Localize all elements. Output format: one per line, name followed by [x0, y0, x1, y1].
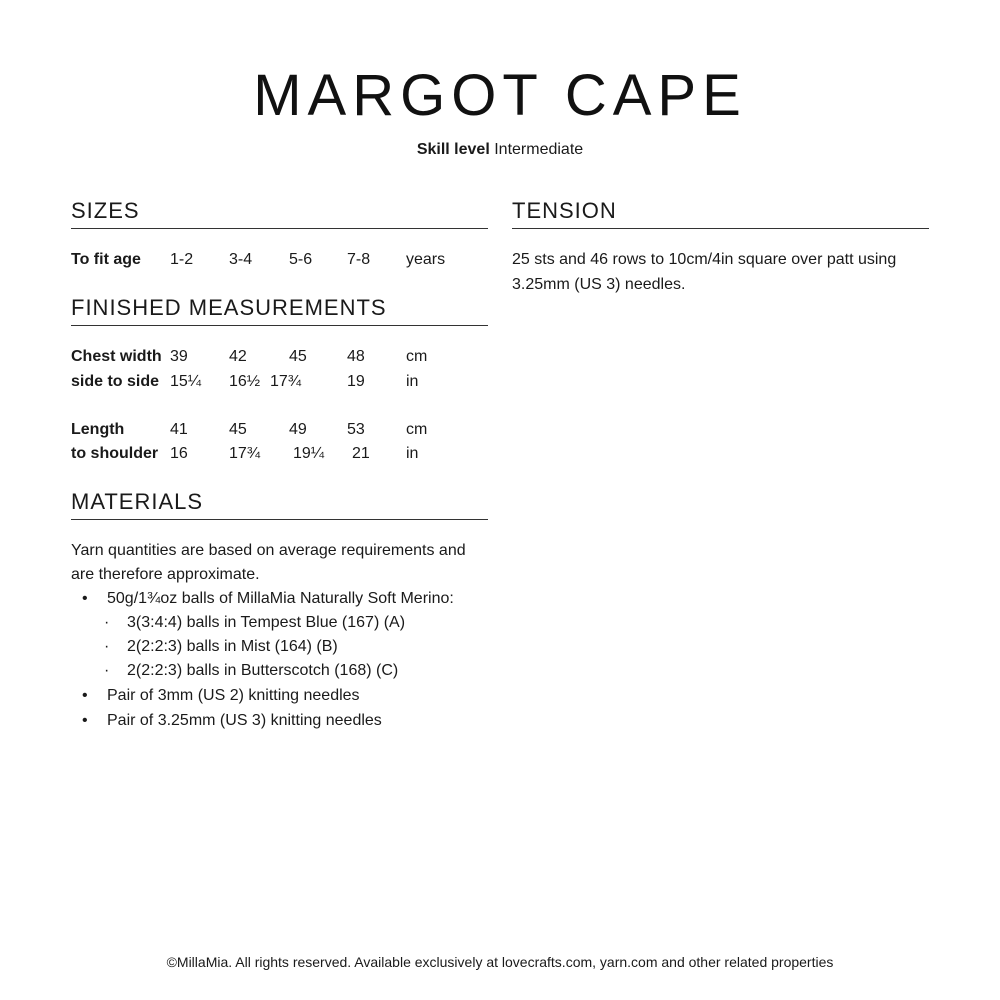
sizes-label: To fit age	[71, 251, 141, 268]
page-title: MARGOT CAPE	[253, 63, 747, 128]
chest-in-3: 17¾	[270, 373, 302, 390]
skill-level-value: Intermediate	[494, 141, 584, 158]
chest-in-1: 15¼	[170, 373, 202, 390]
sizes-heading: SIZES	[71, 198, 488, 229]
footer-copyright: ©MillaMia. All rights reserved. Available exclusively at lovecrafts.com, yarn.com and other related properties	[166, 954, 834, 970]
colour-item-a: 3(3:4:4) balls in Tempest Blue (167) (A)	[127, 614, 406, 631]
chest-cm-unit: cm	[406, 348, 428, 365]
chest-in-4: 19	[347, 373, 365, 390]
tension-heading: TENSION	[512, 198, 929, 229]
length-label: Length	[71, 421, 125, 438]
chest-in-2: 16½	[229, 373, 261, 390]
bullet-icon: •	[82, 687, 88, 704]
colour-item-b: 2(2:2:3) balls in Mist (164) (B)	[127, 638, 338, 655]
length-cm-3: 49	[289, 421, 307, 438]
chest-cm-1: 39	[170, 348, 188, 365]
chest-cm-2: 42	[229, 348, 247, 365]
length-cm-unit: cm	[406, 421, 428, 438]
size-4: 7-8	[347, 251, 371, 268]
length-cm-4: 53	[347, 421, 365, 438]
finished-heading: FINISHED MEASUREMENTS	[71, 295, 488, 326]
chest-cm-4: 48	[347, 348, 365, 365]
needle-item-2: Pair of 3.25mm (US 3) knitting needles	[107, 712, 382, 729]
needle-item-1: Pair of 3mm (US 2) knitting needles	[107, 687, 360, 704]
materials-intro-1: Yarn quantities are based on average requirements and	[71, 542, 466, 559]
sub-bullet-icon: ·	[104, 638, 110, 655]
skill-level	[0, 141, 1000, 159]
sub-bullet-icon: ·	[104, 662, 110, 679]
chest-label: Chest width	[71, 348, 162, 365]
length-cm-2: 45	[229, 421, 247, 438]
materials-intro-2: are therefore approximate.	[71, 566, 260, 583]
sub-bullet-icon: ·	[104, 614, 110, 631]
length-cm-1: 41	[170, 421, 188, 438]
tension-line-1: 25 sts and 46 rows to 10cm/4in square over patt using	[512, 251, 897, 268]
length-in-unit: in	[406, 445, 419, 462]
length-in-4: 21	[352, 445, 370, 462]
size-3: 5-6	[289, 251, 313, 268]
skill-level-label: Skill level	[416, 141, 490, 158]
chest-label-2: side to side	[71, 373, 160, 390]
chest-in-unit: in	[406, 373, 419, 390]
bullet-icon: •	[82, 712, 88, 729]
sizes-unit: years	[406, 251, 446, 268]
materials-heading: MATERIALS	[71, 489, 488, 520]
tension-line-2: 3.25mm (US 3) needles.	[512, 276, 686, 293]
length-in-2: 17¾	[229, 445, 261, 462]
bullet-icon: •	[82, 590, 88, 607]
yarn-item: 50g/1¾oz balls of MillaMia Naturally Soft Merino:	[107, 590, 454, 607]
length-label-2: to shoulder	[71, 445, 159, 462]
size-1: 1-2	[170, 251, 194, 268]
chest-cm-3: 45	[289, 348, 307, 365]
colour-item-c: 2(2:2:3) balls in Butterscotch (168) (C)	[127, 662, 399, 679]
length-in-3: 19¼	[293, 445, 325, 462]
length-in-1: 16	[170, 445, 188, 462]
size-2: 3-4	[229, 251, 253, 268]
